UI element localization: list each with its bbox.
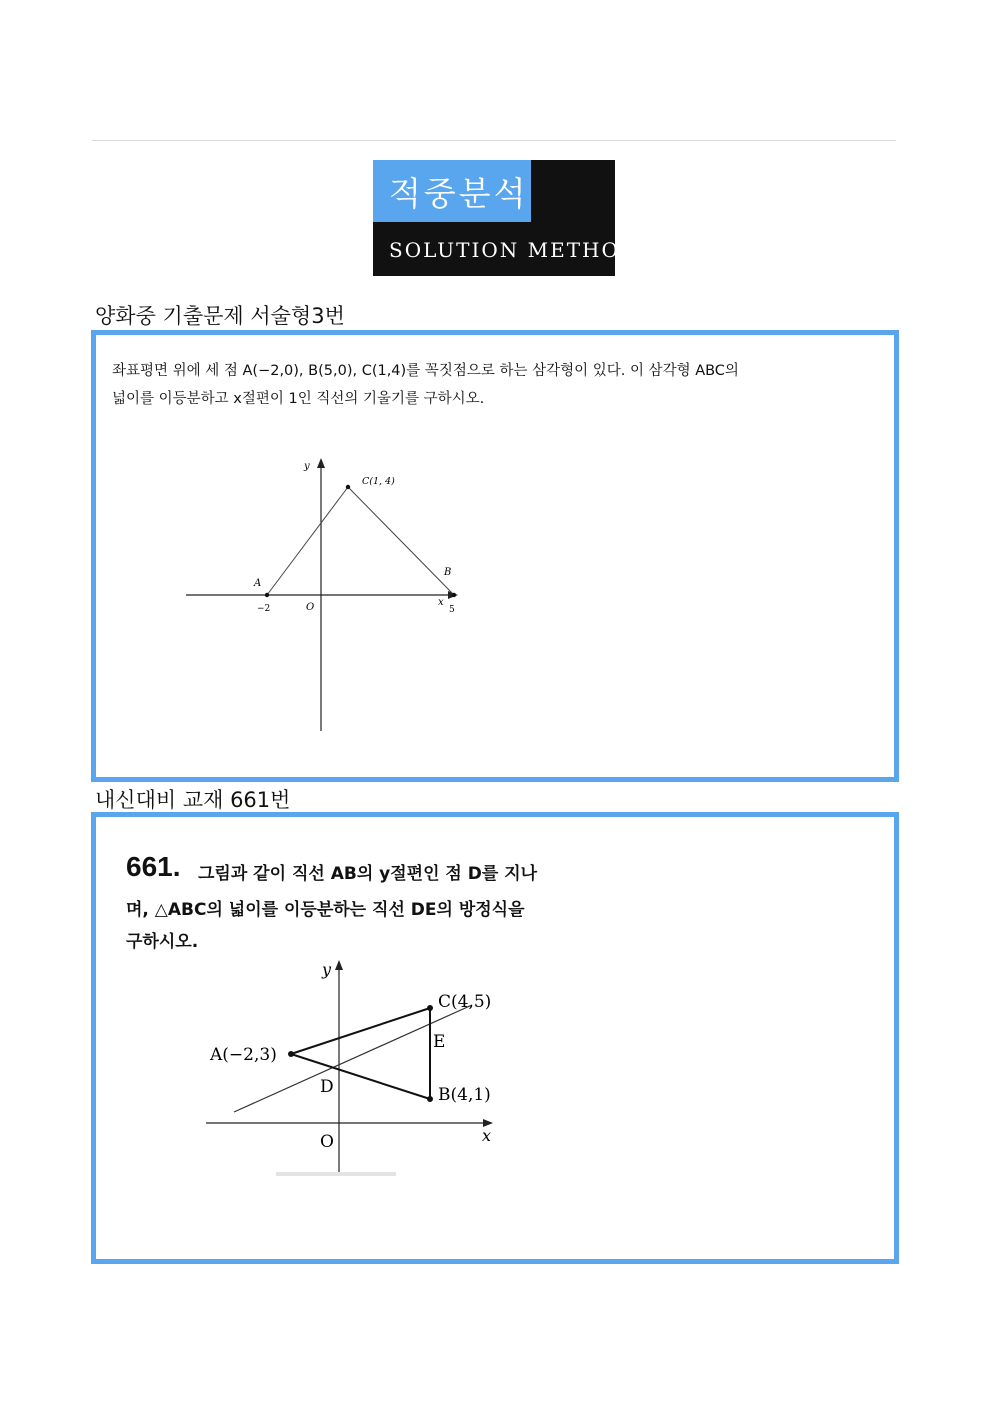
label-y: y <box>304 461 310 472</box>
label-y: y <box>322 960 332 979</box>
y-axis-arrow <box>317 458 325 468</box>
point-b <box>452 593 456 597</box>
label-b: B(4,1) <box>438 1085 491 1105</box>
label-b: B <box>444 567 452 578</box>
question2-line3: 구하시오. <box>126 932 199 952</box>
point-b <box>427 1096 433 1102</box>
label-o: O <box>306 602 315 613</box>
question1-line2: 넓이를 이등분하고 x절편이 1인 직선의 기울기를 구하시오. <box>112 391 485 407</box>
section1-heading: 양화중 기출문제 서술형3번 <box>95 304 345 328</box>
label-c: C(1, 4) <box>362 476 395 487</box>
point-c <box>427 1005 433 1011</box>
segment-ac <box>291 1008 430 1054</box>
label-x: x <box>438 597 444 608</box>
banner-subtitle: SOLUTION METHOD <box>389 238 638 262</box>
question2-line2: 며, △ABC의 넓이를 이등분하는 직선 DE의 방정식을 <box>126 900 525 920</box>
segment-cb <box>348 487 454 595</box>
question1-line1: 좌표평면 위에 세 점 A(−2,0), B(5,0), C(1,4)를 꼭짓점으로 하는 삼각형이 있다. 이 삼각형 ABC의 <box>112 363 739 379</box>
y-axis-arrow <box>335 960 343 970</box>
banner <box>373 160 638 276</box>
question-panel-1 <box>91 330 899 782</box>
point-a <box>265 593 269 597</box>
label-x: x <box>482 1126 492 1145</box>
problem-number: 661. <box>126 851 181 882</box>
question-panel-2 <box>91 812 899 1264</box>
label-c: C(4,5) <box>438 992 492 1012</box>
point-c <box>346 485 350 489</box>
section2-heading: 내신대비 교재 661번 <box>95 788 291 812</box>
label-e: E <box>433 1032 446 1052</box>
banner-title: 적중분석 <box>389 174 529 213</box>
label-o: O <box>320 1132 334 1152</box>
label-a: A(−2,3) <box>210 1045 277 1065</box>
figure-triangle-abc <box>176 453 496 753</box>
label-d: D <box>320 1077 334 1097</box>
point-a <box>288 1051 294 1057</box>
segment-ac <box>267 487 348 595</box>
tick-neg2: −2 <box>257 604 271 614</box>
label-a: A <box>254 578 262 589</box>
tick-5: 5 <box>449 605 455 615</box>
figure-triangle-abc-de <box>196 957 526 1187</box>
top-divider <box>92 140 896 141</box>
question2-line1: 그림과 같이 직선 AB의 y절편인 점 D를 지나 <box>198 864 538 884</box>
